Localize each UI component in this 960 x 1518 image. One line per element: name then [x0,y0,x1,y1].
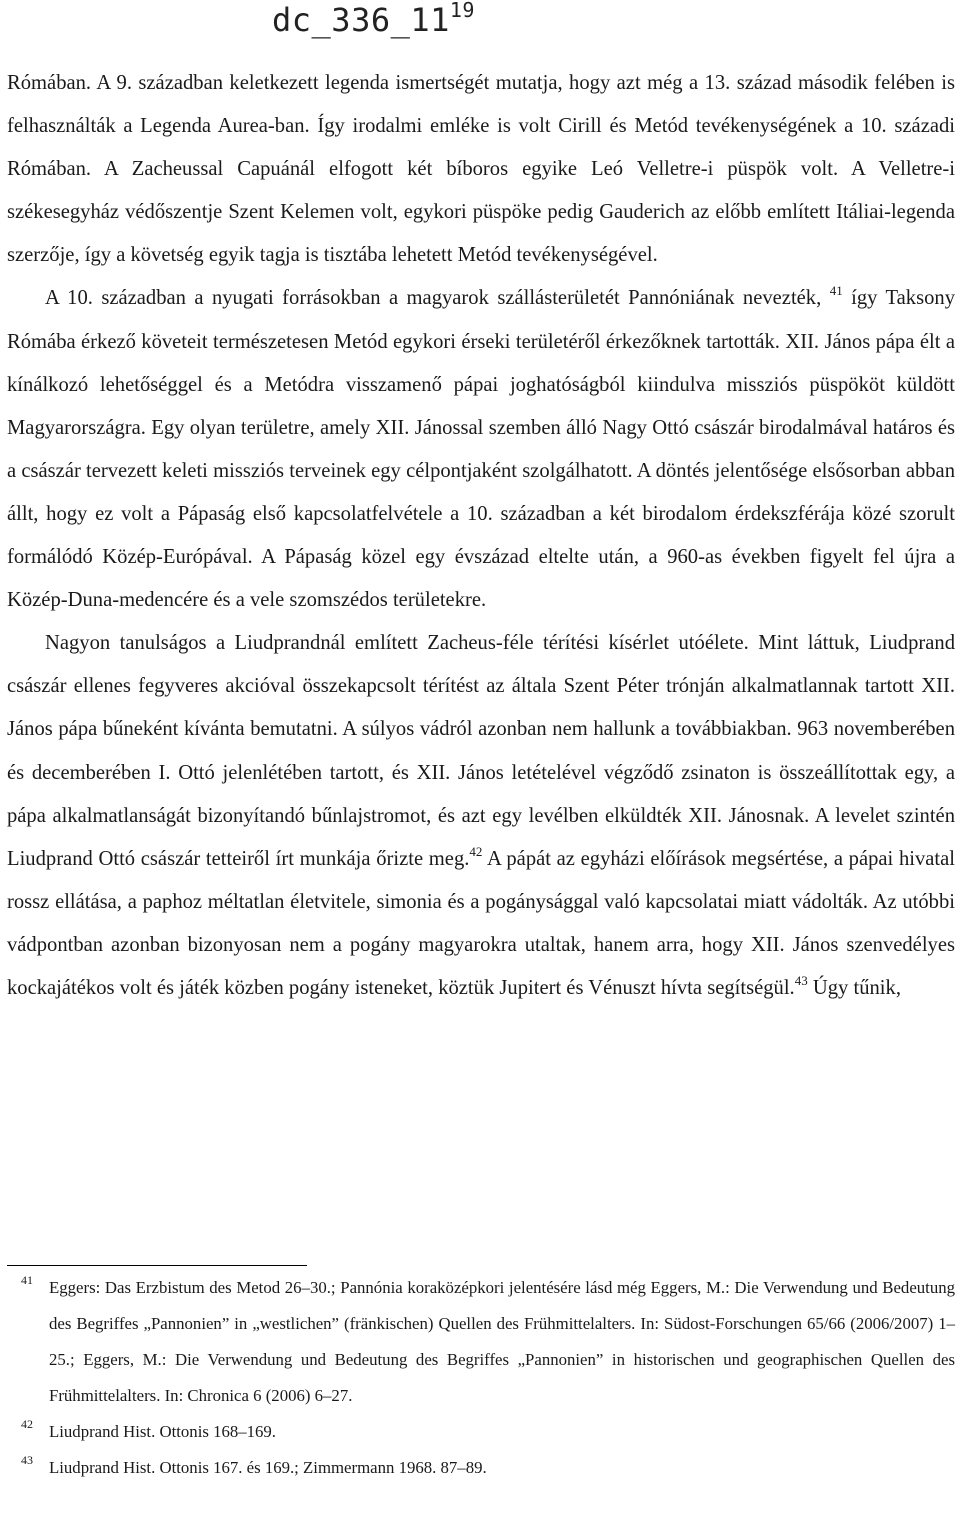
paragraph-text: így Taksony Rómába érkező követeit természetesen Metód egykori érseki területéről érkezőknek tartották. XII. János pápa élt a kínálkozó lehetőséggel és a Metódra visszamenő pápai joghatóságból kiindulva missziós püspököt küldött Magyarországra. Egy olyan területre, amely XII. Jánossal szemben álló Nagy Ottó császár birodalmával határos és a császár tervezett keleti missziós terveinek egy célpontjaként szolgálhatott. A döntés jelentősége elsősorban abban állt, hogy ez volt a Pápaság első kapcsolatfelvétele a 10. században a két birodalom érdekszférája közé szorult formálódó Közép-Európával. A Pápaság közel egy évszázad eltelte után, a 960-as években figyelt fel újra a Közép-Duna-medencére és a vele szomszédos területekre. [7,287,955,612]
paragraph [7,62,955,277]
footnote-item [7,1270,955,1414]
footnote-text: Liudprand Hist. Ottonis 168–169. [49,1422,277,1441]
footnote-number: 41 [21,1273,33,1287]
paragraph-text: Úgy tűnik, [807,976,901,999]
document-code: dc_336_11 [272,1,450,39]
footnotes [7,1270,955,1486]
paragraph [7,622,955,1010]
footnote-number: 43 [21,1453,33,1467]
footnote-reference[interactable]: 43 [794,972,808,988]
page-header [272,0,475,44]
paragraph-text: A 10. században a nyugati forrásokban a magyarok szállásterületét Pannóniának nevezték, [45,287,830,310]
footnote-text: Eggers: Das Erzbistum des Metod 26–30.; Pannónia koraközépkori jelentésére lásd még Eggers, M.: Die Verwendung und Bedeutung des Begriffes „Pannonien” in „westlichen” (fränkischen) Quellen des Frühmittelalters. In: Südost-Forschungen 65/66 (2006/2007) 1–25.; Eggers, M.: Die Verwendung und Bedeutung des Begriffes „Pannonien” in historischen und geographischen Quellen des Frühmittelalters. In: Chronica 6 (2006) 6–27. [49,1278,955,1405]
footnote-number: 42 [21,1417,33,1431]
paragraph [7,277,955,622]
main-text [7,62,955,1010]
footnote-separator [7,1265,307,1266]
footnote-reference[interactable]: 41 [829,283,843,299]
page-number: 19 [449,0,475,22]
paragraph-text: Nagyon tanulságos a Liudprandnál említett Zacheus-féle térítési kísérlet utóélete. Mint láttuk, Liudprand császár ellenes fegyveres akcióval összekapcsolt térítést az általa Szent Péter trónján alkalmatlannak tartott XII. János pápa bűneként kívánta bemutatni. A súlyos vádról azonban nem hallunk a továbbiakban. 963 novemberében és decemberében I. Ottó jelenlétében tartott, és XII. János letételével végződő zsinaton is összeállítottak egy, a pápa alkalmatlanságát bizonyítandó bűnlajstromot, és azt egy levélben elküldték XII. Jánosnak. A levelet szintén Liudprand Ottó császár tetteiről írt munkája őrizte meg. [7,632,955,870]
footnote-text: Liudprand Hist. Ottonis 167. és 169.; Zimmermann 1968. 87–89. [49,1458,487,1477]
footnote-item [7,1450,955,1486]
footnote-reference[interactable]: 42 [469,843,483,859]
paragraph-text: A pápát az egyházi előírások megsértése, a pápai hivatal rossz ellátása, a paphoz méltatlan életvitele, simonia és a pogánysággal való kapcsolatai miatt vádolták. Az utóbbi vádpontban azonban bizonyosan nem a pogány magyarokra utaltak, hanem arra, hogy XII. János szenvedélyes kockajátékos volt és játék közben pogány isteneket, köztük Jupitert és Vénuszt hívta segítségül. [7,847,956,999]
paragraph-text: Rómában. A 9. században keletkezett legenda ismertségét mutatja, hogy azt még a 13. század második felében is felhasználták a Legenda Aurea-ban. Így irodalmi emléke is volt Cirill és Metód tevékenységének a 10. századi Rómában. A Zacheussal Capuánál elfogott két bíboros egyike Leó Velletre-i püspök volt. A Velletre-i székesegyház védőszentje Szent Kelemen volt, egykori püspöke pedig Gauderich az előbb említett Itáliai-legenda szerzője, így a követség egyik tagja is tisztába lehetett Metód tevékenységével. [7,72,955,267]
footnote-item [7,1414,955,1450]
